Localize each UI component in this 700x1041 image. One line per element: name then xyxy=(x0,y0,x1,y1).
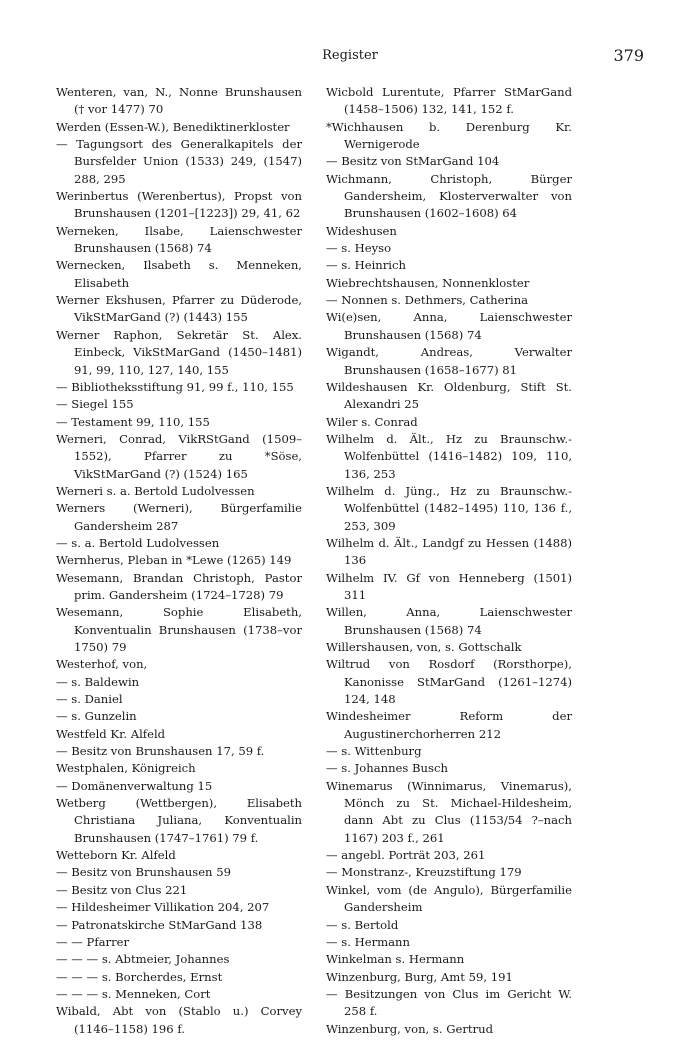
index-entry: — Testament 99, 110, 155 xyxy=(56,414,210,429)
index-entry: Windesheimer Reform der Augustinerchorherren 212 xyxy=(326,709,572,741)
index-entry: Wideshusen xyxy=(326,223,397,238)
index-entry: — — Pfarrer xyxy=(56,934,130,949)
index-entry: — Tagungsort des Generalkapitels der Bursfelder Union (1533) 249, (1547) 288, 295 xyxy=(56,137,302,186)
index-entry: Werner Raphon, Sekretär St. Alex. Einbeck, VikStMarGand (1450–1481) 91, 99, 110, 127, 140, 155 xyxy=(56,327,302,377)
index-entry: Winzenburg, von, s. Gertrud xyxy=(326,1021,493,1036)
index-entry: — s. Wittenburg xyxy=(326,744,422,759)
index-column-right xyxy=(326,84,572,1038)
index-entry: — s. Heyso xyxy=(326,241,392,256)
index-entry: Wichmann, Christoph, Bürger Gandersheim, Klosterverwalter von Brunshausen (1602–1608) 64 xyxy=(326,171,572,221)
index-entry: Wilhelm d. Ält., Landgf zu Hessen (1488) 136 xyxy=(326,535,572,568)
index-entry: Werner Ekshusen, Pfarrer zu Düderode, VikStMarGand (?) (1443) 155 xyxy=(56,293,302,325)
index-entry: Wernecken, Ilsabeth s. Menneken, Elisabeth xyxy=(56,258,302,290)
index-entry: — — — s. Abtmeier, Johannes xyxy=(56,952,230,967)
index-entry: Winkelman s. Hermann xyxy=(326,952,465,967)
index-entry: Werneri, Conrad, VikRStGand (1509–1552), Pfarrer zu *Söse, VikStMarGand (?) (1524) 165 xyxy=(56,431,302,481)
index-entry: — Besitz von StMarGand 104 xyxy=(326,154,500,169)
index-column-left xyxy=(56,84,302,1038)
index-entry: — — — s. Borcherdes, Ernst xyxy=(56,969,223,984)
index-entry: — s. Gunzelin xyxy=(56,709,137,724)
index-entry: — — — s. Menneken, Cort xyxy=(56,986,211,1001)
index-entry: Wibald, Abt von (Stablo u.) Corvey (1146–1158) 196 f. xyxy=(56,1004,302,1036)
index-entry: Werden (Essen-W.), Benediktinerkloster xyxy=(56,119,290,134)
index-entry: — Nonnen s. Dethmers, Catherina xyxy=(326,293,529,308)
index-entry: Winemarus (Winnimarus, Vinemarus), Mönch zu St. Michael-Hildesheim, dann Abt zu Clus (1153/54 ?–nach 1167) 203 f., 261 xyxy=(326,778,572,845)
index-entry: Westerhof, von, xyxy=(56,657,148,672)
index-entry: Wiltrud von Rosdorf (Rorsthorpe), Kanonisse StMarGand (1261–1274) 124, 148 xyxy=(326,657,572,707)
index-entry: Wernherus, Pleban in *Lewe (1265) 149 xyxy=(56,553,292,568)
index-entry: — Hildesheimer Villikation 204, 207 xyxy=(56,900,270,915)
index-entry: Wetberg (Wettbergen), Elisabeth Christiana Juliana, Konventualin Brunshausen (1747–1761) 79 f. xyxy=(56,796,302,845)
index-entry: Wenteren, van, N., Nonne Brunshausen († vor 1477) 70 xyxy=(56,85,302,117)
index-entry: Wesemann, Sophie Elisabeth, Konventualin Brunshausen (1738–vor 1750) 79 xyxy=(56,605,302,654)
index-entry: Willershausen, von, s. Gottschalk xyxy=(326,640,522,654)
index-entry: — Besitz von Brunshausen 17, 59 f. xyxy=(56,744,265,759)
index-entry: — s. Baldewin xyxy=(56,674,140,689)
index-entry: — s. Bertold xyxy=(326,917,399,932)
index-entry: Werners (Werneri), Bürgerfamilie Gandersheim 287 xyxy=(56,501,302,533)
index-entry: Werneken, Ilsabe, Laienschwester Brunshausen (1568) 74 xyxy=(56,223,302,256)
index-entry: Wesemann, Brandan Christoph, Pastor prim. Gandersheim (1724–1728) 79 xyxy=(56,570,302,602)
index-entry: — Bibliotheksstiftung 91, 99 f., 110, 155 xyxy=(56,379,294,394)
index-entry: Wiebrechtshausen, Nonnenkloster xyxy=(326,275,530,290)
index-entry: — Siegel 155 xyxy=(56,397,134,412)
index-entry: Wildeshausen Kr. Oldenburg, Stift St. Alexandri 25 xyxy=(326,379,572,412)
index-entry: — s. Johannes Busch xyxy=(326,761,448,776)
index-entry: Westphalen, Königreich xyxy=(56,761,196,776)
index-entry: — Domänenverwaltung 15 xyxy=(56,778,213,793)
running-title: Register xyxy=(322,48,378,63)
index-entry: Wilhelm d. Jüng., Hz zu Braunschw.-Wolfenbüttel (1482–1495) 110, 136 f., 253, 309 xyxy=(326,483,572,533)
index-entry: — s. a. Bertold Ludolvessen xyxy=(56,535,220,550)
index-entry: Werinbertus (Werenbertus), Propst von Brunshausen (1201–[1223]) 29, 41, 62 xyxy=(56,189,302,221)
index-entry: Westfeld Kr. Alfeld xyxy=(56,726,166,741)
index-entry: — Besitz von Brunshausen 59 xyxy=(56,865,231,880)
index-entry: — angebl. Porträt 203, 261 xyxy=(326,848,486,863)
index-entry: Wi(e)sen, Anna, Laienschwester Brunshausen (1568) 74 xyxy=(326,310,572,342)
index-entry: — s. Hermann xyxy=(326,934,410,949)
index-entry: *Wichhausen b. Derenburg Kr. Wernigerode xyxy=(326,119,572,152)
index-entry: — s. Heinrich xyxy=(326,258,406,273)
index-entry: Wigandt, Andreas, Verwalter Brunshausen (1658–1677) 81 xyxy=(326,345,572,377)
index-entry: — s. Daniel xyxy=(56,692,123,707)
index-entry: Wicbold Lurentute, Pfarrer StMarGand (1458–1506) 132, 141, 152 f. xyxy=(326,85,572,117)
page-header xyxy=(56,46,644,70)
index-entry: Wiler s. Conrad xyxy=(326,414,418,429)
index-entry: Winkel, vom (de Angulo), Bürgerfamilie Gandersheim xyxy=(326,882,572,915)
index-entry: Wetteborn Kr. Alfeld xyxy=(56,848,176,863)
index-entry: — Besitz von Clus 221 xyxy=(56,882,188,897)
index-entry: — Besitzungen von Clus im Gericht W. 258 f. xyxy=(326,986,572,1019)
index-entry: Wilhelm d. Ält., Hz zu Braunschw.-Wolfenbüttel (1416–1482) 109, 110, 136, 253 xyxy=(326,431,572,481)
page-number: 379 xyxy=(613,46,644,65)
index-entry: Werneri s. a. Bertold Ludolvessen xyxy=(56,483,255,498)
index-entry: Winzenburg, Burg, Amt 59, 191 xyxy=(326,969,513,984)
index-entry: Willen, Anna, Laienschwester Brunshausen (1568) 74 xyxy=(326,605,572,637)
index-entry: Wilhelm IV. Gf von Henneberg (1501) 311 xyxy=(326,570,572,602)
index-entry: — Monstranz-, Kreuzstiftung 179 xyxy=(326,865,522,880)
index-entry: — Patronatskirche StMarGand 138 xyxy=(56,917,263,932)
